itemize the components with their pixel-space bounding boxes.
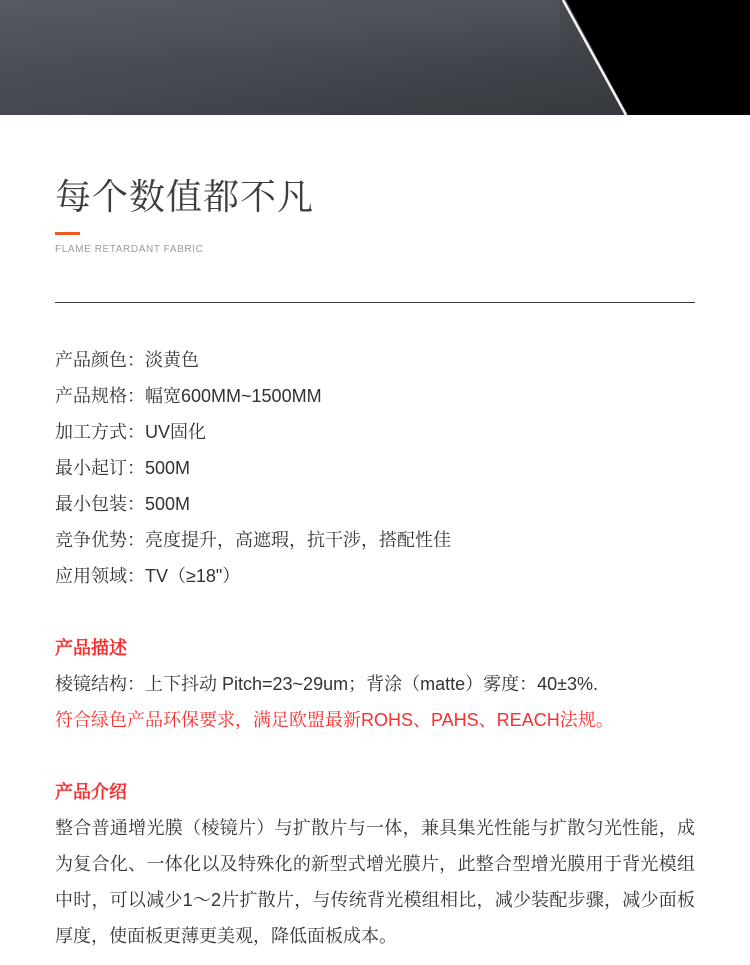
spec-label: 最小起订： [55, 458, 145, 478]
spec-value: 500M [145, 494, 191, 514]
spec-row-size [55, 378, 695, 414]
spec-row-color [55, 342, 695, 378]
spec-value: 幅宽600MM~1500MM [145, 386, 322, 406]
introduction-paragraph: 整合普通增光膜（棱镜片）与扩散片与一体，兼具集光性能与扩散匀光性能，成为复合化、一体化以及特殊化的新型式增光膜片，此整合型增光膜用于背光模组中时，可以减少1～2片扩散片，与传统背光模组相比，减少装配步骤，减少面板厚度，使面板更薄更美观，降低面板成本。 [55, 818, 695, 946]
product-detail-content [0, 177, 750, 954]
product-description-section [55, 630, 695, 738]
spec-list [55, 342, 695, 594]
spec-label: 应用领域： [55, 566, 145, 586]
spec-label: 产品规格： [55, 386, 145, 406]
section-heading-introduction: 产品介绍 [55, 782, 127, 802]
spec-value: TV（≥18"） [145, 566, 241, 586]
product-introduction-section [55, 774, 695, 954]
spec-value: 500M [145, 458, 191, 478]
spec-label: 加工方式： [55, 422, 145, 442]
spec-row-min-order [55, 450, 695, 486]
product-photo [0, 0, 750, 115]
page-title: 每个数值都不凡 [55, 176, 315, 217]
spec-label: 最小包装： [55, 494, 145, 514]
section-heading-description: 产品描述 [55, 638, 127, 658]
fabric-photo-graphic [0, 0, 750, 115]
description-structure-line: 棱镜结构：上下抖动 Pitch=23~29um；背涂（matte）雾度：40±3%. [55, 674, 599, 694]
spec-value: 亮度提升，高遮瑕，抗干涉，搭配性佳 [145, 530, 451, 550]
spec-label: 竞争优势： [55, 530, 145, 550]
spec-value: UV固化 [145, 422, 207, 442]
spec-row-advantage [55, 522, 695, 558]
spec-label: 产品颜色： [55, 350, 145, 370]
spec-value: 淡黄色 [145, 350, 199, 370]
description-compliance-line: 符合绿色产品环保要求，满足欧盟最新ROHS、PAHS、REACH法规。 [55, 710, 614, 730]
fabric-sheen [0, 0, 560, 60]
spec-row-process [55, 414, 695, 450]
spec-row-min-package [55, 486, 695, 522]
page-subtitle: FLAME RETARDANT FABRIC [55, 244, 204, 255]
spec-row-application [55, 558, 695, 594]
accent-divider [55, 232, 80, 235]
section-divider [55, 302, 695, 303]
